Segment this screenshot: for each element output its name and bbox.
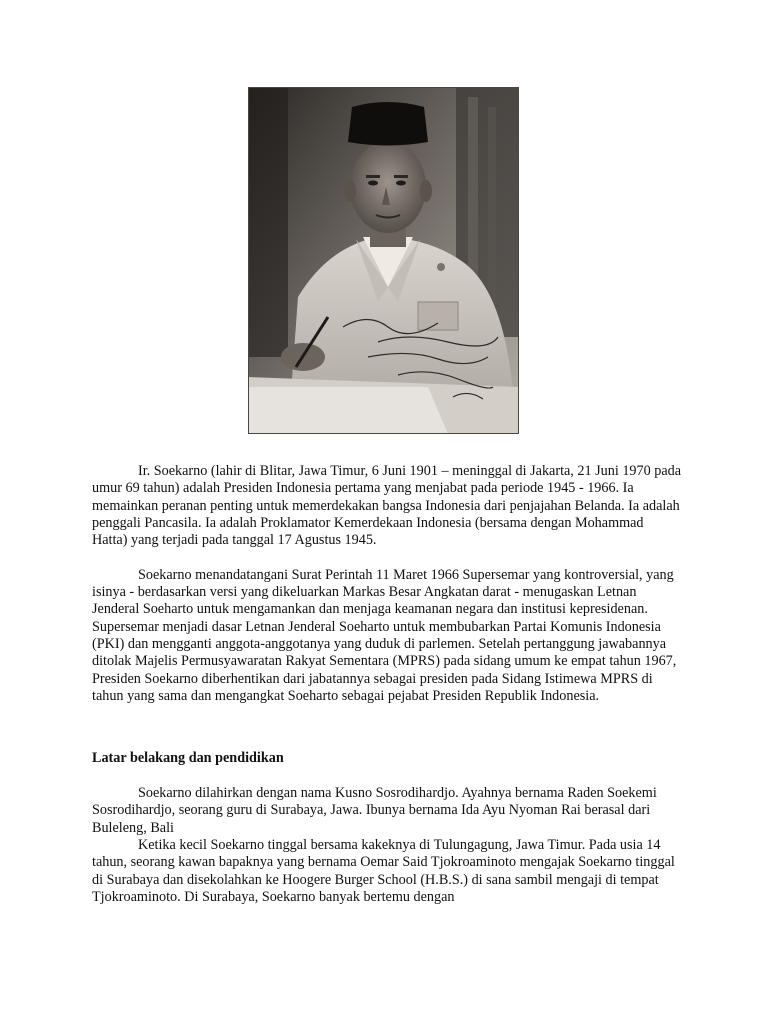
spacer [92, 733, 682, 750]
portrait-image [248, 87, 519, 434]
paragraph-supersemar: Soekarno menandatangani Surat Perintah 11 Maret 1966 Supersemar yang kontroversial, yang isinya - berdasarkan versi yang dikeluarkan Markas Besar Angkatan darat - menugaskan Letnan Jenderal Soeharto untuk mengamankan dan menjaga keamanan negara dan institusi kepresidenan. Supersemar menjadi dasar Letnan Jenderal Soeharto untuk membubarkan Partai Komunis Indonesia (PKI) dan mengganti anggota-anggotanya yang duduk di parlemen. Setelah pertanggung jawabannya ditolak Majelis Permusyawaratan Rakyat Sementara (MPRS) pada sidang umum ke empat tahun 1967, Presiden Soekarno diberhentikan dari jabatannya sebagai presiden pada Sidang Istimewa MPRS di tahun yang sama dan mengangkat Soeharto sebagai pejabat Presiden Republik Indonesia. [92, 566, 677, 704]
portrait-photo [248, 87, 519, 434]
section-heading: Latar belakang dan pendidikan [92, 750, 284, 767]
paragraph-childhood: Ketika kecil Soekarno tinggal bersama kakeknya di Tulungagung, Jawa Timur. Pada usia 14 tahun, seorang kawan bapaknya yang bernama Oemar Said Tjokroaminoto mengajak Soekarno tinggal di Surabaya dan disekolahkan ke Hoogere Burger School (H.B.S.) di sana sambil mengaji di tempat Tjokroaminoto. Di Surabaya, Soekarno banyak bertemu dengan [92, 836, 675, 905]
spacer [92, 768, 682, 785]
spacer [92, 549, 682, 566]
paragraph-intro: Ir. Soekarno (lahir di Blitar, Jawa Timur, 6 Juni 1901 – meninggal di Jakarta, 21 Juni 1970 pada umur 69 tahun) adalah Presiden Indonesia pertama yang menjabat pada periode 1945 - 1966. Ia memainkan peranan penting untuk memerdekakan bangsa Indonesia dari penjajahan Belanda. Ia adalah penggali Pancasila. Ia adalah Proklamator Kemerdekaan Indonesia (bersama dengan Mohammad Hatta) yang terjadi pada tanggal 17 Agustus 1945. [92, 463, 682, 549]
spacer [92, 705, 682, 733]
paragraph-birth: Soekarno dilahirkan dengan nama Kusno Sosrodihardjo. Ayahnya bernama Raden Soekemi Sosrodihardjo, seorang guru di Surabaya, Jawa. Ibunya bernama Ida Ayu Nyoman Rai berasal dari Buleleng, Bali [92, 785, 657, 836]
body-text [92, 463, 682, 906]
